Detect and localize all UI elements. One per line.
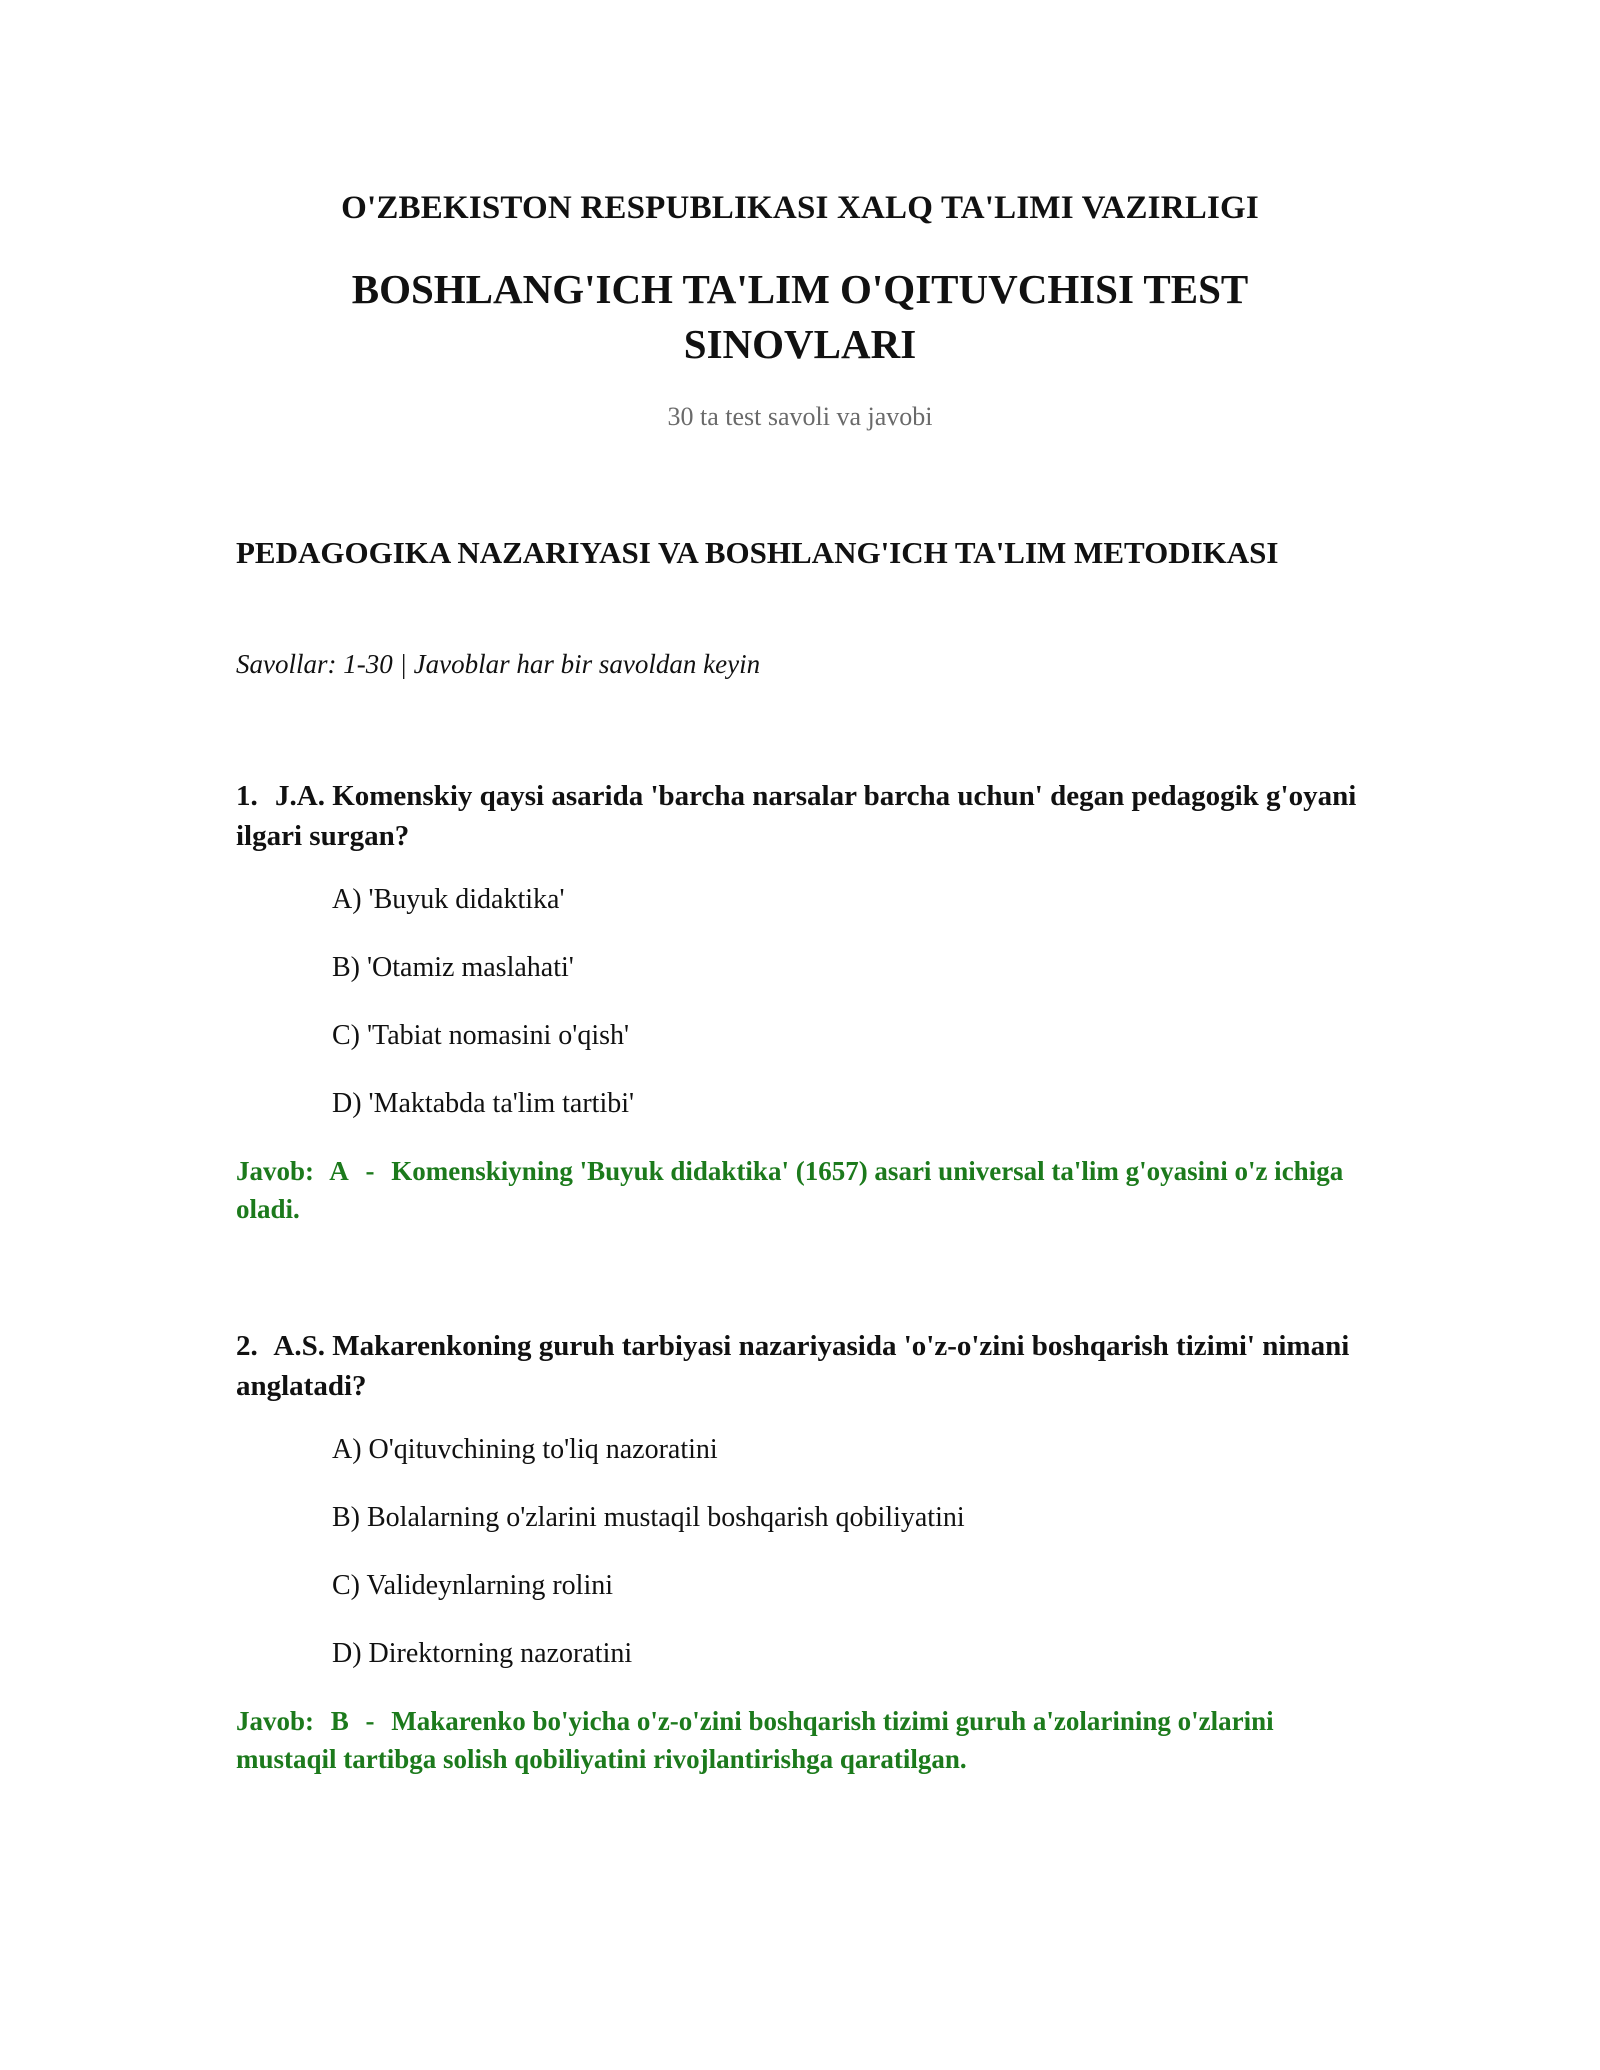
section-meta: Savollar: 1-30 | Javoblar har bir savoldan keyin <box>236 649 761 679</box>
question-number: 1. <box>236 780 258 812</box>
option-b: B) Bolalarning o'zlarini mustaqil boshqarish qobiliyatini <box>332 1502 965 1533</box>
option-a: A) O'qituvchining to'liq nazoratini <box>332 1434 718 1465</box>
document-subtitle: 30 ta test savoli va javobi <box>667 402 933 431</box>
question-1 <box>236 776 1366 1228</box>
answer-letter: A <box>329 1156 349 1186</box>
answer <box>236 1702 1366 1778</box>
answer-label: Javob: <box>236 1706 315 1736</box>
section-title: PEDAGOGIKA NAZARIYASI VA BOSHLANG'ICH TA'LIM METODIKASI <box>236 535 1279 570</box>
answer-separator: - <box>365 1156 375 1186</box>
question-2 <box>236 1326 1366 1778</box>
question-text <box>236 1326 1366 1406</box>
option-a: A) 'Buyuk didaktika' <box>332 884 565 915</box>
answer-explanation: Makarenko bo'yicha o'z-o'zini boshqarish tizimi guruh a'zolarining o'zlarini mustaqil tartibga solish qobiliyatini rivojlantirishga qaratilgan. <box>236 1706 1274 1774</box>
option-d: D) Direktorning nazoratini <box>332 1638 633 1669</box>
question-text <box>236 776 1366 856</box>
option-list <box>332 1432 1366 1672</box>
option-c: C) 'Tabiat nomasini o'qish' <box>332 1020 630 1051</box>
document-title: BOSHLANG'ICH TA'LIM O'QITUVCHISI TEST SINOVLARI <box>351 266 1249 367</box>
option-d: D) 'Maktabda ta'lim tartibi' <box>332 1088 635 1119</box>
question-body: J.A. Komenskiy qaysi asarida 'barcha narsalar barcha uchun' degan pedagogik g'oyani ilgari surgan? <box>236 780 1357 852</box>
question-body: A.S. Makarenkoning guruh tarbiyasi nazariyasida 'o'z-o'zini boshqarish tizimi' nimani anglatadi? <box>236 1330 1350 1402</box>
answer-letter: B <box>330 1706 349 1736</box>
answer-label: Javob: <box>236 1156 315 1186</box>
question-number: 2. <box>236 1330 258 1362</box>
answer-explanation: Komenskiyning 'Buyuk didaktika' (1657) asari universal ta'lim g'oyasini o'z ichiga oladi. <box>236 1156 1344 1224</box>
option-b: B) 'Otamiz maslahati' <box>332 952 574 983</box>
option-list <box>332 882 1366 1122</box>
answer-separator: - <box>365 1706 375 1736</box>
option-c: C) Valideynlarning rolini <box>332 1570 613 1601</box>
answer <box>236 1152 1366 1228</box>
ministry-heading: O'ZBEKISTON RESPUBLIKASI XALQ TA'LIMI VAZIRLIGI <box>341 190 1259 226</box>
